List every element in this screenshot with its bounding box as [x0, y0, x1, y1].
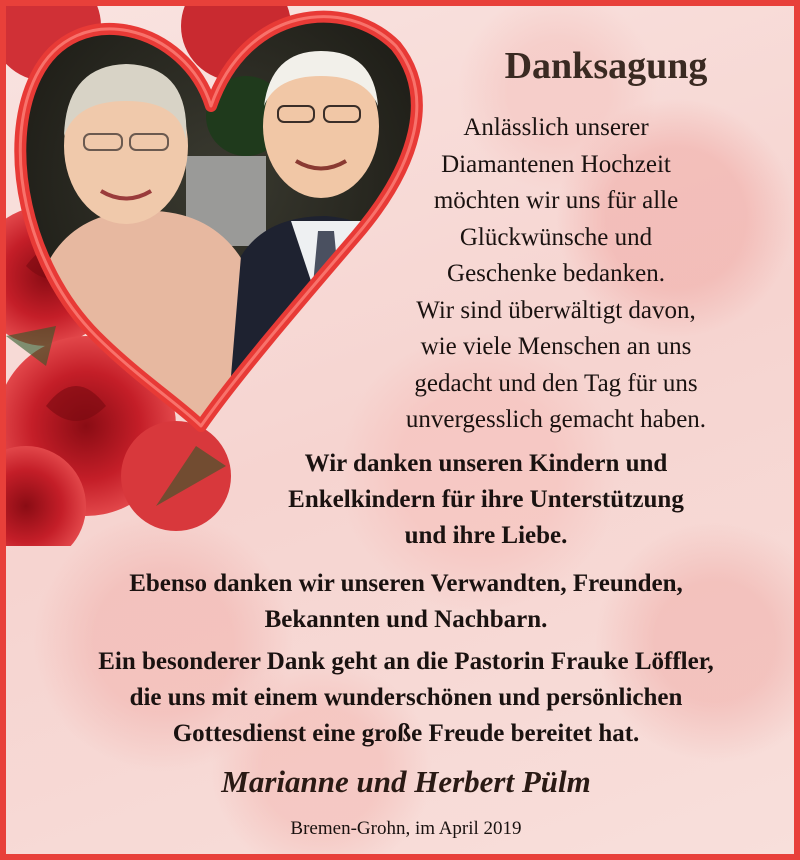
- pastor-line: Ein besonderer Dank geht an die Pastorin Frauke Löffler,: [98, 648, 714, 675]
- intro-line: gedacht und den Tag für uns: [414, 369, 698, 397]
- relatives-line: Ebenso danken wir unseren Verwandten, Freunden,: [129, 570, 683, 597]
- intro-line: Wir sind überwältigt davon,: [416, 296, 696, 324]
- kids-line: Wir danken unseren Kindern und: [304, 450, 668, 477]
- pastor-thanks-paragraph: [16, 644, 796, 752]
- kids-line: Enkelkindern für ihre Unterstützung: [288, 486, 684, 513]
- relatives-line: Bekannten und Nachbarn.: [264, 606, 548, 633]
- intro-line: möchten wir uns für alle: [433, 187, 679, 214]
- relatives-thanks-paragraph: [26, 566, 786, 638]
- intro-paragraph: [336, 110, 776, 439]
- intro-line: Geschenke bedanken.: [447, 260, 665, 287]
- place-date: Bremen-Grohn, im April 2019: [290, 818, 522, 839]
- pastor-line: Gottesdienst eine große Freude bereitet hat.: [172, 720, 640, 747]
- intro-line: Anlässlich unserer: [463, 114, 649, 141]
- kids-thanks-paragraph: [206, 446, 766, 554]
- pastor-line: die uns mit einem wunderschönen und persönlichen: [129, 684, 683, 711]
- kids-line: und ihre Liebe.: [404, 522, 568, 549]
- intro-line: unvergesslich gemacht haben.: [405, 406, 707, 433]
- intro-line: Glückwünsche und: [459, 223, 653, 251]
- intro-line: Diamantenen Hochzeit: [441, 150, 671, 178]
- notice-title: Danksagung: [504, 45, 708, 87]
- intro-line: wie viele Menschen an uns: [420, 333, 692, 360]
- signature-names: Marianne und Herbert Pülm: [221, 764, 591, 799]
